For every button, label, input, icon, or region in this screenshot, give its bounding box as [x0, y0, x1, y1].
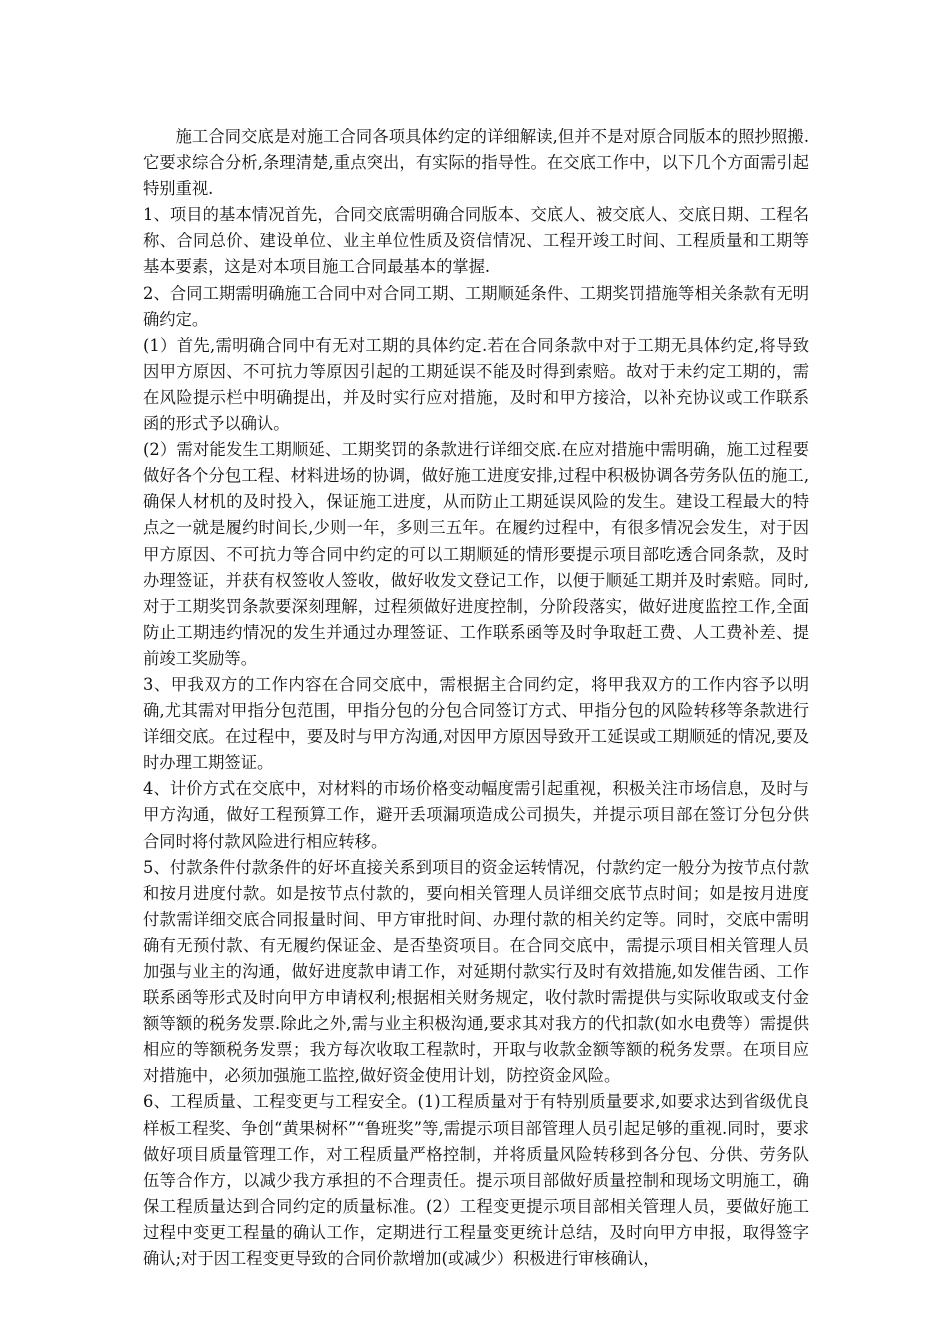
section-4-pricing: 4、计价方式在交底中，对材料的市场价格变动幅度需引起重视，积极关注市场信息，及时与甲方沟通，做好工程预算工作，避开丢项漏项造成公司损失，并提示项目部在签订分包分供合同时将付款风险进行相应转移。 — [143, 779, 809, 851]
section-2-item-1: (1）首先,需明确合同中有无对工期的具体约定.若在合同条款中对于工期无具体约定,将导致因甲方原因、不可抗力等原因引起的工期延误不能及时得到索赔。故对于未约定工期的，需在风险提示栏中明确提出，并及时实行应对措施，及时和甲方接洽，以补充协议或工作联系函的形式予以确认。 — [143, 335, 809, 434]
section-1-basic-info: 1、项目的基本情况首先，合同交底需明确合同版本、交底人、被交底人、交底日期、工程名称、合同总价、建设单位、业主单位性质及资信情况、工程开竣工时间、工程质量和工期等基本要素，这是对本项目施工合同最基本的掌握. — [143, 205, 809, 277]
section-6-quality-change-safety: 6、工程质量、工程变更与工程安全。(1)工程质量对于有特别质量要求,如要求达到省级优良样板工程奖、争创“黄果树杯”“鲁班奖”等,需提示项目部管理人员引起足够的重视.同时，要求做好项目质量管理工作，对工程质量严格控制，并将质量风险转移到各分包、分供、劳务队伍等合作方，以减少我方承担的不合理责任。提示项目部做好质量控制和现场文明施工，确保工程质量达到合同约定的质量标准。(2）工程变更提示项目部相关管理人员，要做好施工过程中变更工程量的确认工作，定期进行工程量变更统计总结，及时向甲方申报，取得签字确认;对于因工程变更导致的合同价款增加(或减少）积极进行审核确认， — [143, 1092, 809, 1269]
section-2-item-2: (2）需对能发生工期顺延、工期奖罚的条款进行详细交底.在应对措施中需明确，施工过程要做好各个分包工程、材料进场的协调，做好施工进度安排,过程中积极协调各劳务队伍的施工,确保人材机的及时投入，保证施工进度，从而防止工期延误风险的发生。建设工程最大的特点之一就是履约时间长,少则一年，多则三五年。在履约过程中，有很多情况会发生，对于因甲方原因、不可抗力等合同中约定的可以工期顺延的情形要提示项目部吃透合同条款，及时办理签证，并获有权签收人签收，做好收发文登记工作，以便于顺延工期并及时索赔。同时,对于工期奖罚条款要深刻理解，过程须做好进度控制，分阶段落实，做好进度监控工作,全面防止工期违约情况的发生并通过办理签证、工作联系函等及时争取赶工费、人工费补差、提前竣工奖励等。 — [143, 440, 809, 668]
section-3-work-scope: 3、甲我双方的工作内容在合同交底中，需根据主合同约定，将甲我双方的工作内容予以明确,尤其需对甲指分包范围，甲指分包的分包合同签订方式、甲指分包的风险转移等条款进行详细交底。在过程中，要及时与甲方沟通,对因甲方原因导致开工延误或工期顺延的情况,要及时办理工期签证。 — [143, 674, 809, 773]
document-body — [143, 124, 809, 1272]
section-5-payment: 5、付款条件付款条件的好坏直接关系到项目的资金运转情况，付款约定一般分为按节点付款和按月进度付款。如是按节点付款的，要向相关管理人员详细交底节点时间；如是按月进度付款需详细交底合同报量时间、甲方审批时间、办理付款的相关约定等。同时，交底中需明确有无预付款、有无履约保证金、是否垫资项目。在合同交底中，需提示项目相关管理人员加强与业主的沟通，做好进度款申请工作，对延期付款实行及时有效措施,如发催告函、工作联系函等形式及时向甲方申请权利;根据相关财务规定，收付款时需提供与实际收取或支付金额等额的税务发票.除此之外,需与业主积极沟通,要求其对我方的代扣款(如水电费等）需提供相应的等额税务发票；我方每次收取工程款时，开取与收款金额等额的税务发票。在项目应对措施中，必须加强施工监控,做好资金使用计划，防控资金风险。 — [143, 857, 809, 1086]
intro-paragraph: 施工合同交底是对施工合同各项具体约定的详细解读,但并不是对原合同版本的照抄照搬.它要求综合分析,条理清楚,重点突出，有实际的指导性。在交底工作中，以下几个方面需引起特别重视. — [143, 127, 809, 199]
section-2-contract-period: 2、合同工期需明确施工合同中对合同工期、工期顺延条件、工期奖罚措施等相关条款有无明确约定。 — [143, 283, 809, 329]
